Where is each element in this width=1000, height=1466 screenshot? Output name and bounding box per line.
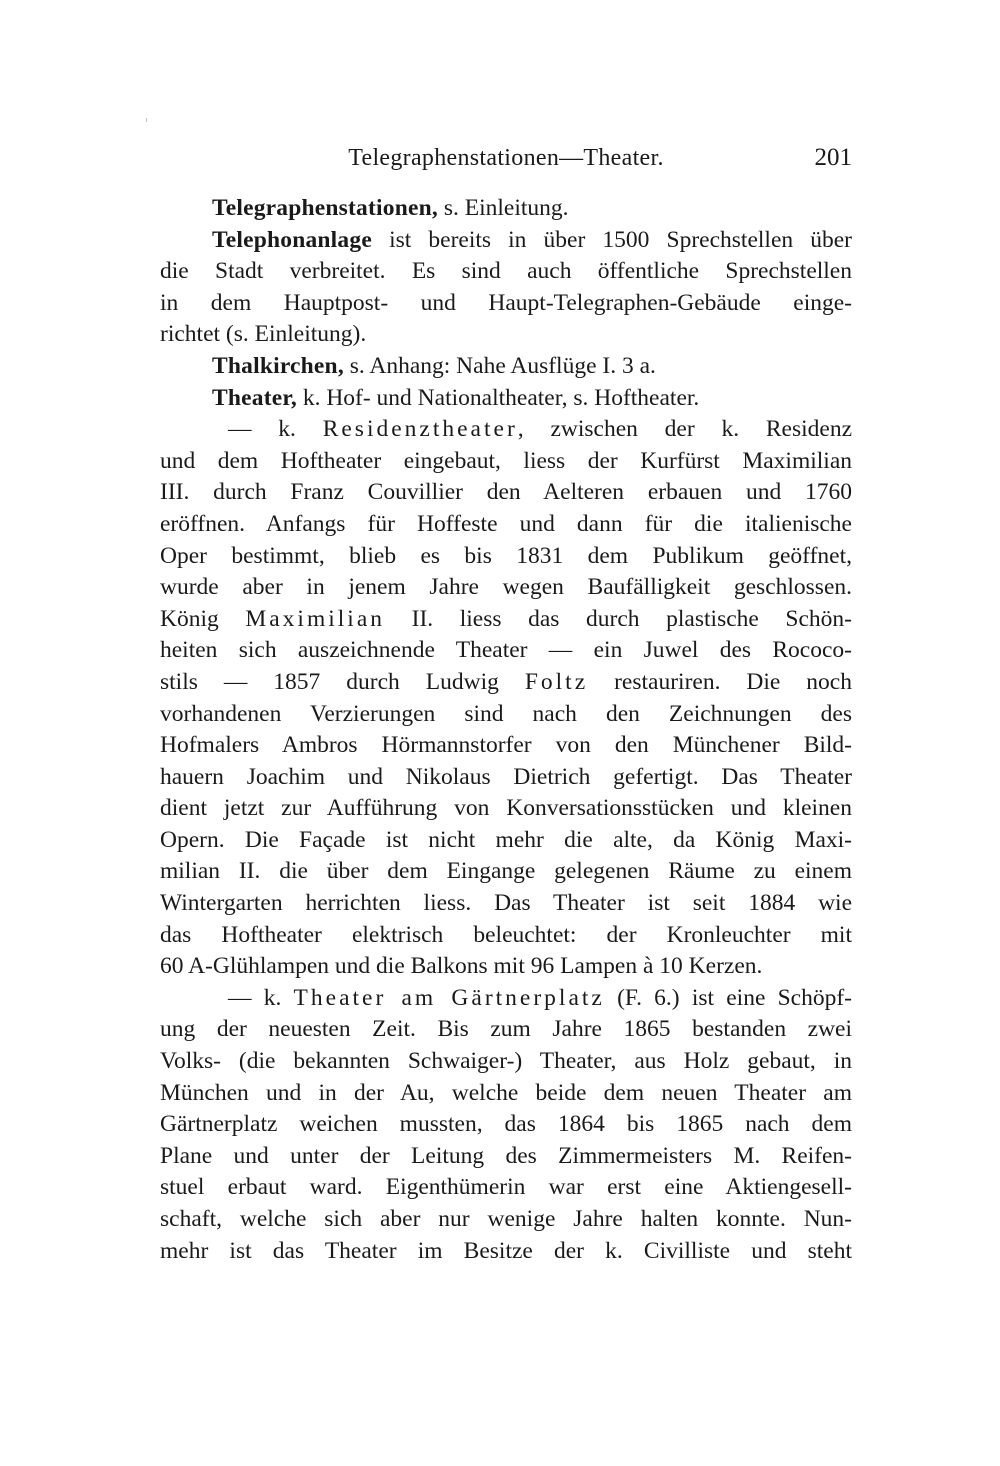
text-part: stils — 1857 durch Ludwig xyxy=(160,668,525,695)
text-line: das Hoftheater elektrisch beleuchtet: der Kronleuchter mit xyxy=(160,921,852,948)
text-line: richtet (s. Einleitung). xyxy=(160,321,367,348)
headword: Telegraphenstationen, xyxy=(212,195,438,221)
text-part: II. liess das durch plastische Schön- xyxy=(385,605,853,632)
text-line: in dem Hauptpost- und Haupt-Telegraphen-Gebäude einge- xyxy=(160,289,852,316)
text-part: restauriren. Die noch xyxy=(588,668,852,695)
entry-text: s. Einleitung. xyxy=(437,195,569,221)
text-line: eröffnen. Anfangs für Hoffeste und dann für die italienische xyxy=(160,510,852,537)
headword: Thalkirchen, xyxy=(212,352,344,379)
entry-text: k. Hof- und Nationaltheater, s. Hoftheater. xyxy=(296,384,700,411)
text-line: Gärtnerplatz weichen mussten, das 1864 bis 1865 nach dem xyxy=(160,1111,852,1138)
entry-text: — k. xyxy=(228,416,323,443)
entry-gaertnerplatz xyxy=(160,983,852,1015)
entry-text: (F. 6.) ist eine Schöpf- xyxy=(604,984,852,1011)
text-line: mehr ist das Theater im Besitze der k. Civilliste und steht xyxy=(160,1237,852,1264)
page-number: 201 xyxy=(814,144,852,171)
text-line: Opern. Die Façade ist nicht mehr die alte, da König Maxi- xyxy=(160,826,852,853)
body-text xyxy=(160,193,852,1267)
text-line: dient jetzt zur Aufführung von Konversationsstücken und kleinen xyxy=(160,795,852,822)
page-speck xyxy=(146,118,147,122)
text-line: Plane und unter der Leitung des Zimmermeisters M. Reifen- xyxy=(160,1142,852,1169)
text-line: die Stadt verbreitet. Es sind auch öffentliche Sprechstellen xyxy=(160,258,852,285)
entry-theater xyxy=(160,383,852,415)
headword: Theater, xyxy=(212,384,297,411)
running-title: Telegraphenstationen—Theater. xyxy=(348,145,664,171)
text-line: Volks- (die bekannten Schwaiger-) Theater, aus Holz gebaut, in xyxy=(160,1048,852,1075)
spaced-name: Foltz xyxy=(524,668,589,695)
text-line: wurde aber in jenem Jahre wegen Baufälligkeit geschlossen. xyxy=(160,574,852,601)
spaced-name: Theater am Gärtnerplatz xyxy=(293,984,605,1011)
text-line: stuel erbaut ward. Eigenthümerin war erst eine Aktiengesell- xyxy=(160,1174,852,1201)
entry-text: ist bereits in über 1500 Sprechstellen über xyxy=(371,226,852,253)
entry-text: — k. xyxy=(228,984,294,1011)
entry-telephonanlage xyxy=(160,225,852,257)
running-head xyxy=(160,138,852,178)
text-line xyxy=(160,604,852,636)
headword: Telephonanlage xyxy=(212,226,372,253)
entry-text: s. Anhang: Nahe Ausflüge I. 3 a. xyxy=(343,352,656,379)
text-line: München und in der Au, welche beide dem neuen Theater am xyxy=(160,1079,852,1106)
entry-text: , zwischen der k. Residenz xyxy=(517,416,852,443)
text-line: schaft, welche sich aber nur wenige Jahre halten konnte. Nun- xyxy=(160,1206,852,1232)
text-line: und dem Hoftheater eingebaut, liess der Kurfürst Maximilian xyxy=(160,447,852,474)
text-line: heiten sich auszeichnende Theater — ein Juwel des Rococo- xyxy=(160,637,852,664)
text-line: Wintergarten herrichten liess. Das Theater ist seit 1884 wie xyxy=(160,890,852,917)
text-line: milian II. die über dem Eingange gelegenen Räume zu einem xyxy=(160,858,852,885)
text-line: III. durch Franz Couvillier den Aelteren erbauen und 1760 xyxy=(160,479,852,506)
text-line: Oper bestimmt, blieb es bis 1831 dem Publikum geöffnet, xyxy=(160,542,852,569)
entry-telegraphenstationen xyxy=(160,193,852,225)
spaced-name: Maximilian xyxy=(245,605,386,632)
entry-thalkirchen xyxy=(160,351,852,383)
text-line: 60 A-Glühlampen und die Balkons mit 96 Lampen à 10 Kerzen. xyxy=(160,953,763,980)
text-line: vorhandenen Verzierungen sind nach den Zeichnungen des xyxy=(160,700,852,727)
text-line: Hofmalers Ambros Hörmannstorfer von den Münchener Bild- xyxy=(160,732,852,759)
entry-residenztheater xyxy=(160,414,852,446)
text-line xyxy=(160,667,852,699)
text-line: ung der neuesten Zeit. Bis zum Jahre 1865 bestanden zwei xyxy=(160,1016,852,1043)
text-line: hauern Joachim und Nikolaus Dietrich gefertigt. Das Theater xyxy=(160,763,852,790)
text-part: König xyxy=(160,605,246,632)
spaced-name: Residenztheater xyxy=(322,416,518,443)
